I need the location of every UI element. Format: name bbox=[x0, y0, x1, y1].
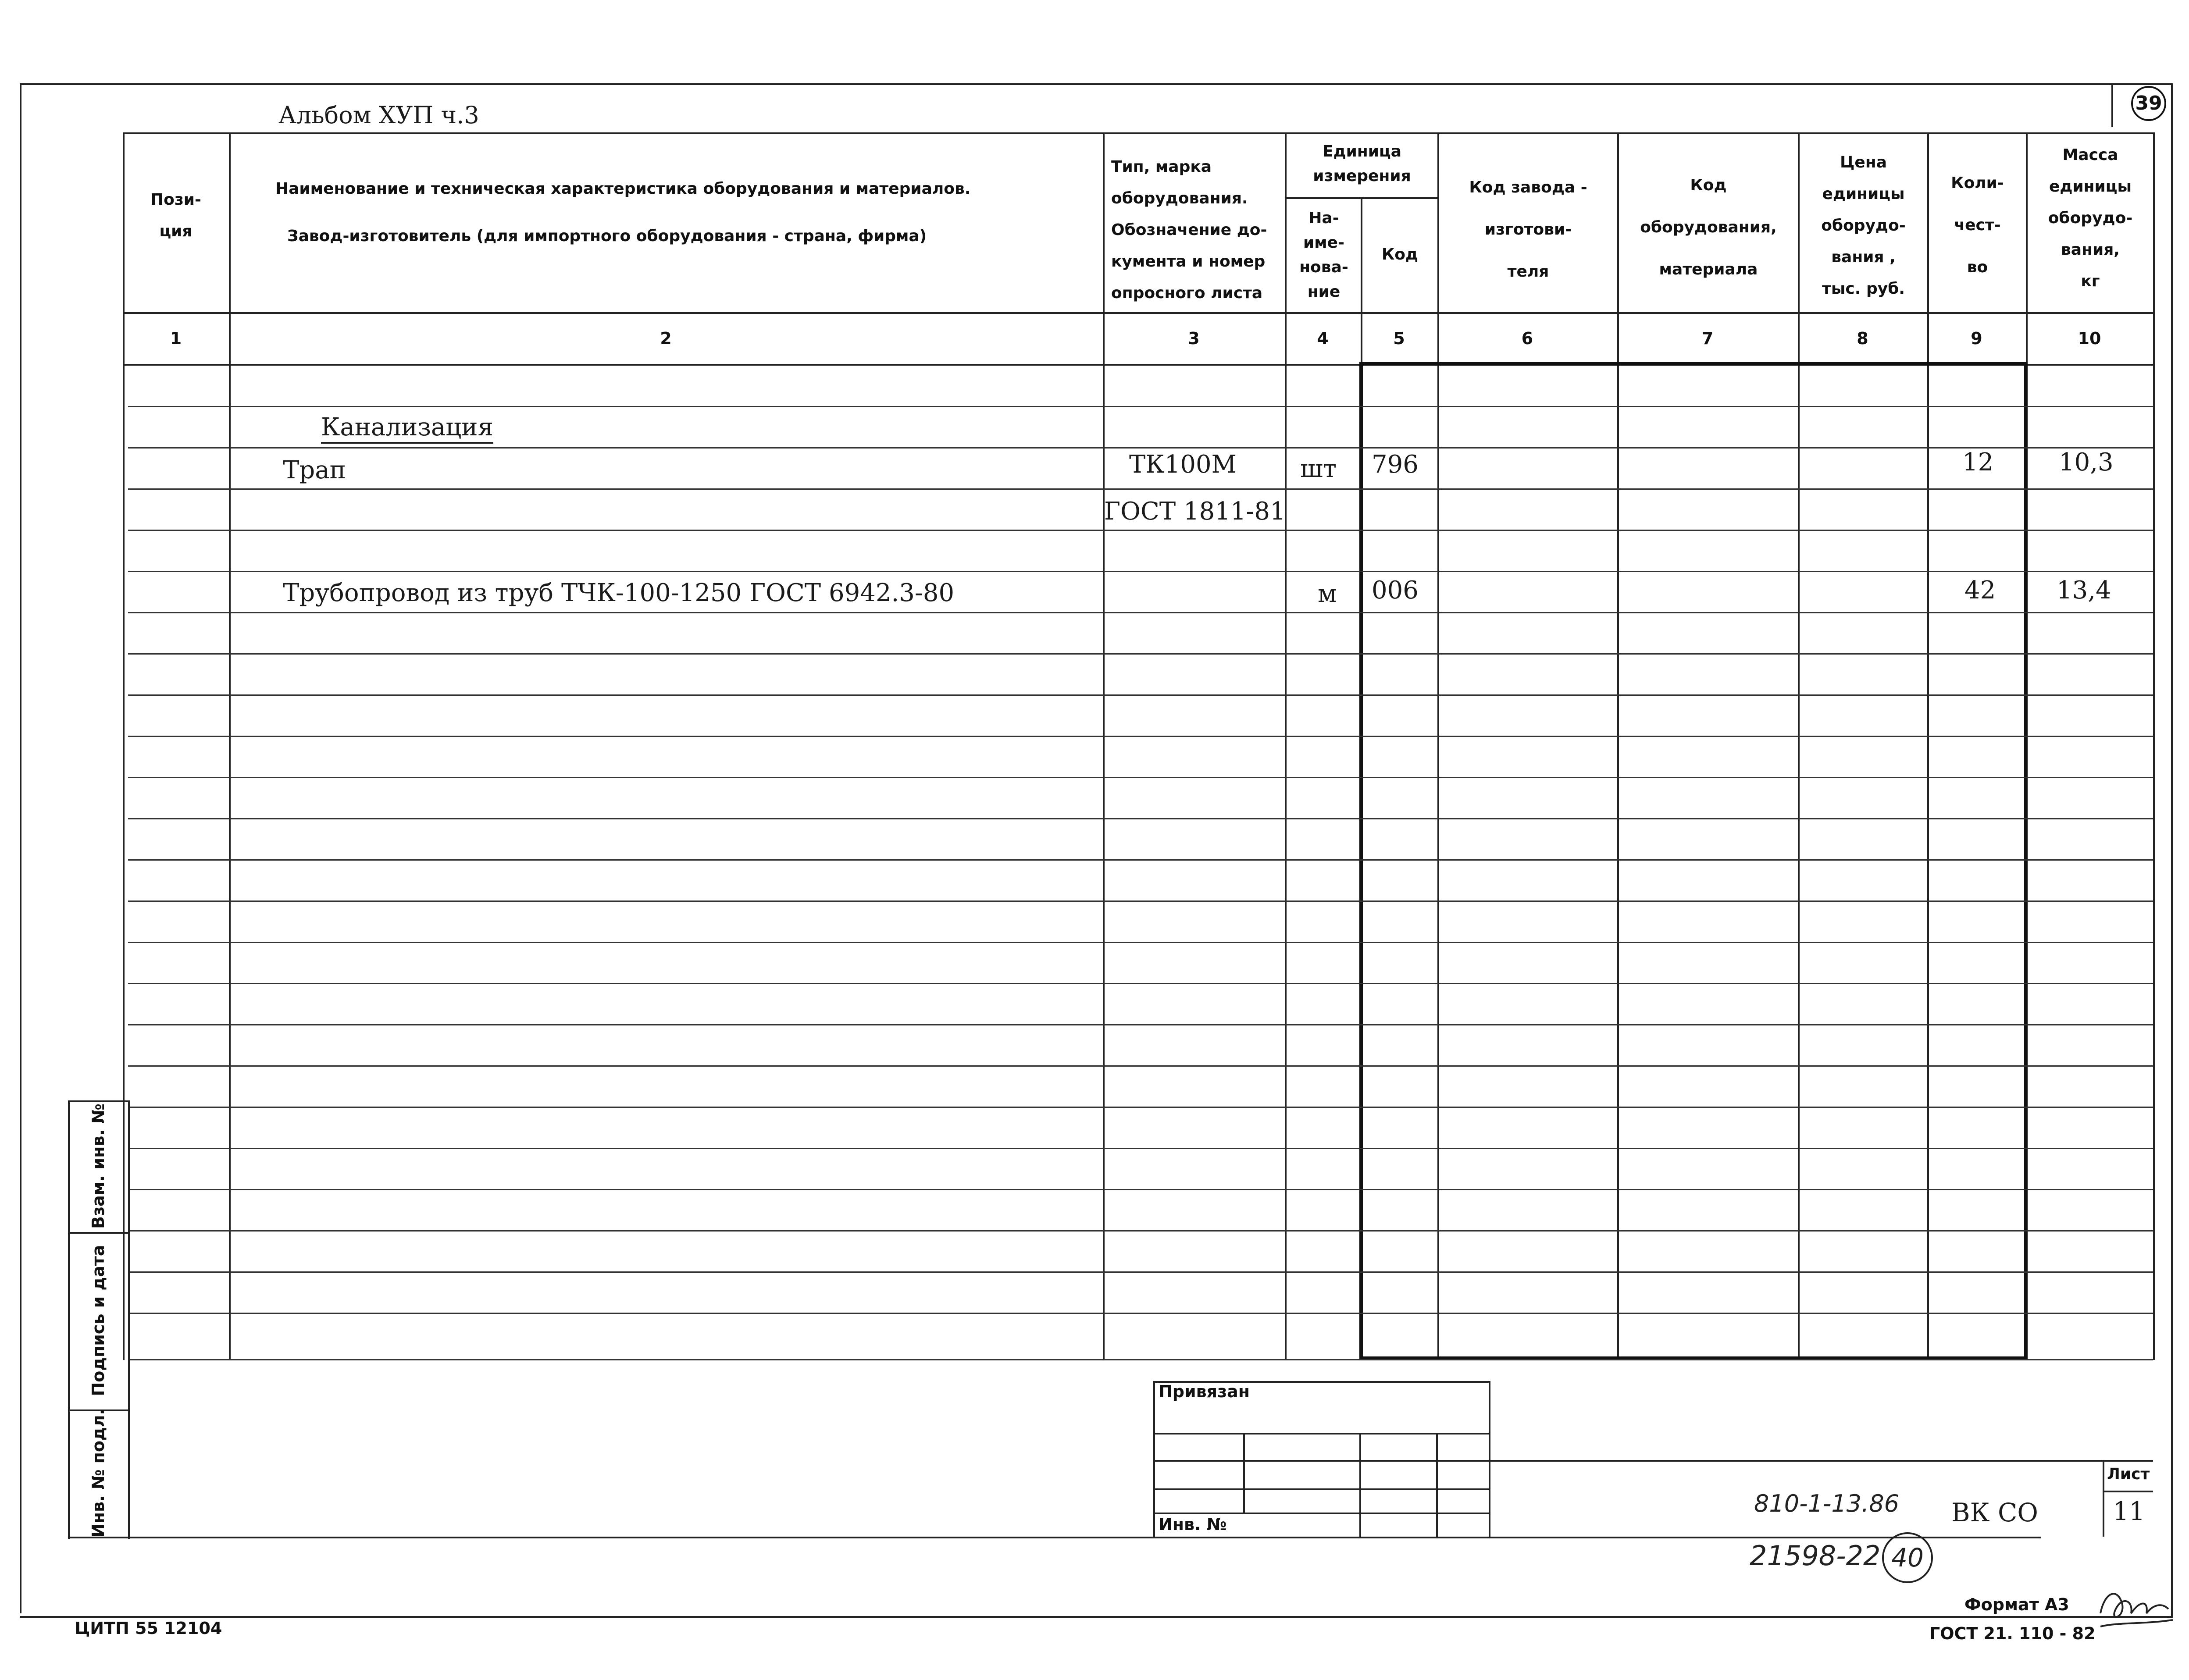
col-line-3 bbox=[1285, 132, 1287, 1360]
title-row4 bbox=[1153, 1513, 1489, 1514]
header-c9-line1: Коли- bbox=[1951, 174, 2004, 192]
header-c3-line3: Обозначение до- bbox=[1111, 221, 1267, 239]
frame-right bbox=[2171, 83, 2173, 1618]
side-label-podpis: Подпись и дата bbox=[89, 1245, 108, 1396]
header-c1-line1: Пози- bbox=[150, 191, 201, 209]
row-line bbox=[128, 859, 2153, 861]
row-line bbox=[128, 1148, 2153, 1149]
row-line bbox=[128, 1024, 2153, 1025]
header-c2-line1: Наименование и техническая характеристика оборудования и материалов. bbox=[275, 180, 971, 198]
item1-qty: 12 bbox=[1962, 448, 1994, 477]
colnum-6: 6 bbox=[1521, 329, 1533, 348]
header-c2-line2: Завод-изготовитель (для импортного оборудования - страна, фирма) bbox=[287, 227, 927, 245]
header-c9-line3: во bbox=[1967, 258, 1988, 276]
header-c4-line2: име- bbox=[1303, 234, 1344, 252]
title-right bbox=[1489, 1381, 1490, 1537]
header-c8-line3: оборудо- bbox=[1821, 217, 1906, 235]
col-line-2 bbox=[1103, 132, 1105, 1360]
header-bottom bbox=[123, 312, 2153, 314]
col-line-6 bbox=[1617, 132, 1619, 1360]
table-top bbox=[123, 132, 2153, 134]
row-line bbox=[128, 653, 2153, 655]
album-title: Альбом ХУП ч.3 bbox=[278, 101, 479, 129]
header-c3-line5: опросного листа bbox=[1111, 284, 1263, 302]
header-c3 bbox=[1106, 151, 1289, 309]
header-c7-line2: оборудования, bbox=[1640, 218, 1777, 236]
header-c9 bbox=[1929, 162, 2026, 288]
header-c7-line1: Код bbox=[1690, 176, 1727, 194]
header-c1-line2: ция bbox=[159, 222, 193, 240]
colnum-2: 2 bbox=[660, 329, 672, 348]
list-label: Лист bbox=[2107, 1465, 2150, 1483]
thick-left bbox=[1359, 362, 1363, 1360]
item2-unit: м bbox=[1318, 580, 1337, 608]
frame-left bbox=[20, 83, 21, 1613]
header-c8-line5: тыс. руб. bbox=[1822, 280, 1905, 298]
item2-mass: 13,4 bbox=[2057, 576, 2111, 605]
header-c3-line1: Тип, марка bbox=[1111, 158, 1212, 176]
header-unit-line1: Единица bbox=[1323, 142, 1401, 160]
frame-top bbox=[20, 83, 2173, 85]
header-c3-line2: оборудования. bbox=[1111, 189, 1248, 207]
header-c10-line3: оборудо- bbox=[2048, 209, 2133, 227]
item1-type: ТК100М bbox=[1129, 450, 1237, 479]
title-row2 bbox=[1153, 1460, 1489, 1462]
header-c8-line4: вания , bbox=[1831, 248, 1896, 266]
header-c9-line2: чест- bbox=[1954, 216, 2001, 234]
title-col3 bbox=[1436, 1433, 1438, 1537]
col-line-7 bbox=[1798, 132, 1800, 1360]
row-line bbox=[128, 777, 2153, 778]
header-c1 bbox=[123, 184, 229, 247]
side-label-inv: Инв. № подл. bbox=[89, 1408, 108, 1538]
stamp-circle bbox=[1882, 1532, 1933, 1583]
header-unit-line2: измерения bbox=[1313, 167, 1411, 185]
row-line bbox=[128, 1189, 2153, 1190]
title-col2 bbox=[1359, 1433, 1361, 1537]
row-line bbox=[128, 488, 2153, 490]
title-col1 bbox=[1243, 1433, 1245, 1513]
list-box-left bbox=[2103, 1460, 2104, 1537]
header-c4-line4: ние bbox=[1307, 283, 1340, 301]
item1-code: 796 bbox=[1372, 450, 1419, 479]
privyazan-label: Привязан bbox=[1159, 1382, 1250, 1401]
item2-name: Трубопровод из труб ТЧК-100-1250 ГОСТ 6942.3-80 bbox=[283, 579, 955, 607]
row-line bbox=[128, 530, 2153, 531]
item2-qty: 42 bbox=[1964, 576, 1996, 605]
section-title: Канализация bbox=[321, 413, 493, 444]
col-line-10 bbox=[2153, 132, 2155, 1360]
row-line bbox=[128, 447, 2153, 448]
title-row3 bbox=[1153, 1488, 1489, 1490]
row-line bbox=[128, 901, 2153, 902]
header-c7 bbox=[1619, 164, 1798, 291]
row-line bbox=[128, 1271, 2153, 1273]
header-c3-line4: кумента и номер bbox=[1111, 253, 1266, 271]
row-line bbox=[128, 1313, 2153, 1314]
colnum-4: 4 bbox=[1317, 329, 1329, 348]
side-strip-right bbox=[128, 1100, 130, 1539]
header-c4-line1: На- bbox=[1308, 209, 1339, 227]
row-line bbox=[128, 1107, 2153, 1108]
header-c8-line1: Цена bbox=[1840, 153, 1887, 171]
header-c10-line5: кг bbox=[2081, 272, 2100, 290]
side-strip-left bbox=[68, 1100, 70, 1539]
header-c10 bbox=[2028, 139, 2153, 297]
item1-mass: 10,3 bbox=[2059, 448, 2114, 477]
stamp-number: 21598-22 bbox=[1750, 1540, 1881, 1572]
col-line-0 bbox=[123, 132, 125, 1360]
row-line bbox=[128, 1065, 2153, 1067]
side-label-vzam: Взам. инв. № bbox=[89, 1103, 108, 1229]
colnum-7: 7 bbox=[1701, 329, 1714, 348]
title-main-top bbox=[1489, 1460, 2153, 1462]
list-number: 11 bbox=[2113, 1496, 2145, 1526]
colnum-8: 8 bbox=[1857, 329, 1868, 348]
row-line bbox=[128, 818, 2153, 819]
header-c10-line2: единицы bbox=[2049, 178, 2132, 196]
item1-doc: ГОСТ 1811-81 bbox=[1104, 497, 1286, 526]
row-line bbox=[128, 736, 2153, 737]
col-line-8 bbox=[1927, 132, 1929, 1360]
row-line bbox=[128, 694, 2153, 696]
unit-group-split bbox=[1285, 197, 1437, 199]
header-c6-line3: теля bbox=[1507, 263, 1549, 281]
badge-box-left bbox=[2111, 83, 2113, 127]
inv-no-label: Инв. № bbox=[1159, 1515, 1227, 1534]
tsitp-code: ЦИТП 55 12104 bbox=[75, 1619, 222, 1638]
colnum-10: 10 bbox=[2078, 329, 2101, 348]
header-c10-line4: вания, bbox=[2061, 241, 2120, 259]
row-line bbox=[128, 571, 2153, 572]
col-line-5 bbox=[1437, 132, 1439, 1360]
thick-top bbox=[1359, 362, 2028, 366]
section-mark: ВК СО bbox=[1951, 1498, 2038, 1527]
gost-label: ГОСТ 21. 110 - 82 bbox=[1929, 1624, 2096, 1643]
header-c10-line1: Масса bbox=[2062, 146, 2118, 164]
header-c7-line3: материала bbox=[1659, 260, 1758, 278]
row-line bbox=[128, 1230, 2153, 1232]
colnum-3: 3 bbox=[1188, 329, 1200, 348]
frame-bottom bbox=[20, 1616, 2173, 1618]
header-c4 bbox=[1287, 206, 1361, 304]
row-line bbox=[128, 942, 2153, 943]
item1-unit: шт bbox=[1300, 455, 1337, 483]
col-line-1 bbox=[229, 132, 231, 1360]
side-strip-bottom bbox=[68, 1537, 2041, 1538]
list-box-div bbox=[2103, 1491, 2153, 1492]
header-c4-line3: нова- bbox=[1299, 258, 1348, 276]
row-line bbox=[128, 983, 2153, 984]
row-line bbox=[128, 1359, 2153, 1360]
doc-code: 810-1-13.86 bbox=[1754, 1490, 1899, 1517]
header-c5: Код bbox=[1381, 246, 1419, 263]
row-line bbox=[128, 612, 2153, 613]
colnum-9: 9 bbox=[1971, 329, 1982, 348]
colnum-1: 1 bbox=[170, 329, 182, 348]
thick-right bbox=[2024, 362, 2028, 1360]
sheet-badge-number: 39 bbox=[2135, 92, 2162, 114]
header-c6-line1: Код завода - bbox=[1469, 178, 1587, 196]
item1-name: Трап bbox=[283, 456, 346, 484]
stamp-circle-number: 40 bbox=[1891, 1543, 1924, 1573]
header-c8 bbox=[1800, 147, 1927, 305]
row-line bbox=[128, 406, 2153, 407]
signature bbox=[2092, 1583, 2179, 1648]
header-c6 bbox=[1439, 167, 1617, 293]
sheet-badge bbox=[2131, 86, 2166, 121]
format-label: Формат А3 bbox=[1964, 1595, 2069, 1614]
header-c6-line2: изготови- bbox=[1484, 221, 1572, 238]
colnum-5: 5 bbox=[1393, 329, 1405, 348]
header-unit-group bbox=[1287, 139, 1437, 189]
header-c8-line2: единицы bbox=[1822, 185, 1905, 203]
item2-code: 006 bbox=[1372, 576, 1419, 605]
title-row1 bbox=[1153, 1433, 1489, 1434]
